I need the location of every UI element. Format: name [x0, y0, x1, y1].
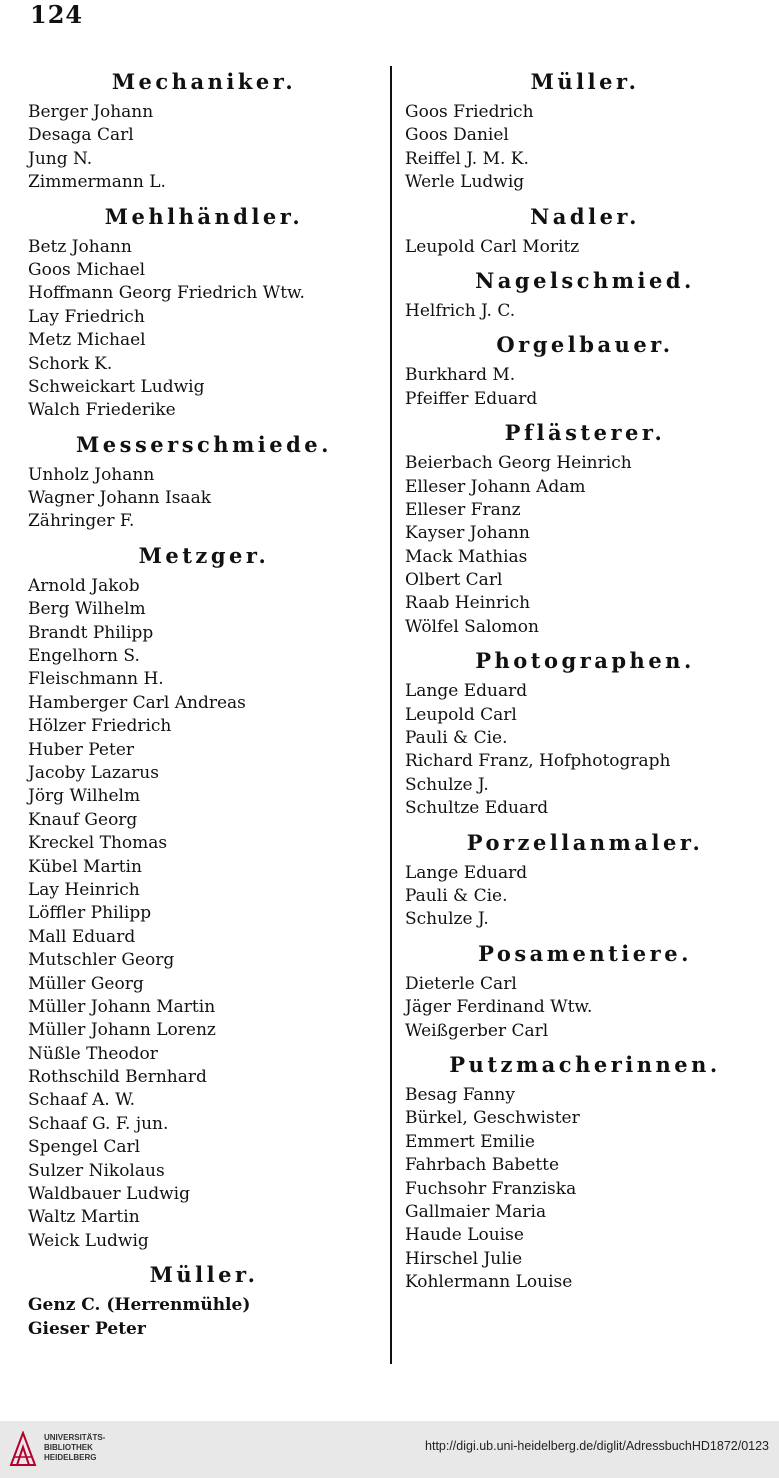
- directory-entry: Desaga Carl: [28, 125, 134, 146]
- directory-entry: Haude Louise: [405, 1225, 524, 1246]
- directory-entry: Hamberger Carl Andreas: [28, 692, 246, 713]
- directory-entry: Wölfel Salomon: [405, 616, 539, 637]
- column-divider: [390, 66, 392, 1364]
- directory-entry: Pfeiffer Eduard: [405, 388, 538, 409]
- directory-entry: Weick Ludwig: [28, 1230, 149, 1251]
- directory-entry: Unholz Johann: [28, 464, 155, 485]
- directory-entry: Fuchsohr Franziska: [405, 1178, 577, 1199]
- directory-entry: Dieterle Carl: [405, 973, 517, 994]
- directory-entry: Brandt Philipp: [28, 622, 154, 643]
- section-heading: Pflästerer.: [504, 420, 666, 446]
- directory-entry: Lay Friedrich: [28, 306, 145, 327]
- directory-entry: Lange Eduard: [405, 862, 528, 883]
- section-heading: Putzmacherinnen.: [449, 1051, 721, 1077]
- left-column: [28, 60, 380, 1341]
- directory-entry: Schulze J.: [405, 909, 489, 930]
- directory-entry: Kreckel Thomas: [28, 833, 168, 854]
- directory-entry: Huber Peter: [28, 739, 135, 760]
- directory-entry: Kayser Johann: [405, 523, 530, 544]
- directory-entry: Wagner Johann Isaak: [28, 488, 211, 509]
- directory-entry: Lange Eduard: [405, 681, 528, 702]
- directory-entry: Besag Fanny: [405, 1084, 515, 1105]
- directory-entry: Goos Daniel: [405, 125, 509, 146]
- directory-entry: Engelhorn S.: [28, 646, 140, 667]
- directory-entry: Arnold Jakob: [28, 575, 140, 596]
- directory-entry: Jung N.: [28, 148, 93, 169]
- section-heading: Müller.: [530, 69, 640, 94]
- directory-entry: Emmert Emilie: [405, 1131, 535, 1152]
- directory-entry: Waltz Martin: [28, 1207, 140, 1228]
- section-heading: Mehlhändler.: [104, 203, 304, 229]
- directory-entry: Pauli & Cie.: [405, 728, 508, 749]
- directory-entry: Hölzer Friedrich: [28, 716, 172, 737]
- directory-entry: Gallmaier Maria: [405, 1201, 547, 1222]
- library-name: [44, 1433, 105, 1463]
- directory-entry: Genz C. (Herrenmühle): [28, 1295, 251, 1316]
- directory-entry: Hoffmann Georg Friedrich Wtw.: [28, 283, 305, 304]
- directory-entry: Knauf Georg: [28, 809, 138, 830]
- directory-entry: Elleser Franz: [405, 499, 521, 520]
- directory-entry: Jörg Wilhelm: [28, 786, 141, 807]
- directory-entry: Bürkel, Geschwister: [405, 1108, 580, 1129]
- directory-entry: Schork K.: [28, 353, 113, 374]
- directory-entry: Spengel Carl: [28, 1137, 141, 1158]
- section-heading: Mechaniker.: [111, 69, 297, 94]
- directory-entry: Mutschler Georg: [28, 950, 175, 971]
- directory-entry: Kübel Martin: [28, 856, 142, 877]
- directory-entry: Metz Michael: [28, 330, 146, 351]
- directory-entry: Kohlermann Louise: [405, 1272, 573, 1293]
- directory-entry: Gieser Peter: [28, 1318, 146, 1339]
- right-column: [405, 60, 765, 1294]
- directory-entry: Schulze J.: [405, 774, 489, 795]
- directory-entry: Elleser Johann Adam: [405, 476, 586, 497]
- directory-entry: Fahrbach Babette: [405, 1155, 560, 1176]
- directory-entry: Nüßle Theodor: [28, 1043, 158, 1064]
- directory-entry: Zimmermann L.: [28, 172, 166, 193]
- university-seal-icon: [8, 1431, 38, 1467]
- directory-entry: Olbert Carl: [405, 570, 503, 591]
- directory-entry: Mall Eduard: [28, 926, 136, 947]
- directory-entry: Löffler Philipp: [28, 903, 152, 924]
- library-line-3: HEIDELBERG: [44, 1453, 97, 1462]
- directory-entry: Werle Ludwig: [405, 172, 525, 193]
- directory-entry: Schaaf G. F. jun.: [28, 1113, 169, 1134]
- directory-entry: Leupold Carl Moritz: [405, 236, 580, 257]
- page-number: 124: [30, 0, 84, 29]
- directory-entry: Helfrich J. C.: [405, 300, 516, 321]
- section-heading: Metzger.: [138, 542, 270, 568]
- section-heading: Müller.: [149, 1262, 259, 1288]
- section-heading: Posamentiere.: [478, 940, 692, 966]
- section-heading: Nadler.: [530, 203, 640, 229]
- directory-entry: Jacoby Lazarus: [28, 762, 159, 783]
- directory-entry: Berg Wilhelm: [28, 599, 146, 620]
- directory-entry: Reiffel J. M. K.: [405, 148, 529, 169]
- directory-entry: Goos Friedrich: [405, 102, 534, 122]
- directory-entry: Sulzer Nikolaus: [28, 1160, 165, 1181]
- directory-entry: Schweickart Ludwig: [28, 376, 205, 397]
- directory-entry: Fleischmann H.: [28, 669, 164, 690]
- directory-entry: Jäger Ferdinand Wtw.: [405, 997, 593, 1018]
- directory-entry: Mack Mathias: [405, 546, 528, 567]
- directory-entry: Schaaf A. W.: [28, 1090, 136, 1111]
- directory-entry: Pauli & Cie.: [405, 885, 508, 906]
- directory-entry: Waldbauer Ludwig: [28, 1184, 190, 1205]
- directory-entry: Müller Johann Lorenz: [28, 1020, 216, 1041]
- directory-entry: Goos Michael: [28, 259, 146, 280]
- library-line-1: UNIVERSITÄTS-: [44, 1433, 106, 1442]
- footer-bar: [0, 1421, 779, 1478]
- directory-entry: Schultze Eduard: [405, 798, 549, 819]
- directory-entry: Richard Franz, Hofphotograph: [405, 751, 671, 772]
- directory-entry: Berger Johann: [28, 102, 154, 122]
- section-heading: Porzellanmaler.: [466, 829, 704, 855]
- directory-entry: Lay Heinrich: [28, 879, 140, 900]
- directory-entry: Leupold Carl: [405, 704, 517, 725]
- directory-entry: Hirschel Julie: [405, 1248, 523, 1269]
- directory-entry: Zähringer F.: [28, 511, 135, 532]
- section-heading: Orgelbauer.: [496, 332, 674, 358]
- directory-entry: Müller Johann Martin: [28, 996, 216, 1017]
- directory-entry: Betz Johann: [28, 236, 132, 257]
- directory-entry: Weißgerber Carl: [405, 1020, 549, 1041]
- library-line-2: BIBLIOTHEK: [44, 1443, 93, 1452]
- directory-entry: Burkhard M.: [405, 365, 516, 386]
- section-heading: Nagelschmied.: [475, 267, 695, 293]
- source-url[interactable]: http://digi.ub.uni-heidelberg.de/diglit/AdressbuchHD1872/0123: [425, 1439, 769, 1453]
- section-heading: Photographen.: [475, 648, 695, 674]
- directory-entry: Raab Heinrich: [405, 593, 531, 614]
- directory-entry: Rothschild Bernhard: [28, 1067, 207, 1088]
- directory-entry: Müller Georg: [28, 973, 144, 994]
- section-heading: Messerschmiede.: [76, 431, 332, 457]
- directory-entry: Walch Friederike: [28, 400, 176, 421]
- directory-entry: Beierbach Georg Heinrich: [405, 453, 632, 474]
